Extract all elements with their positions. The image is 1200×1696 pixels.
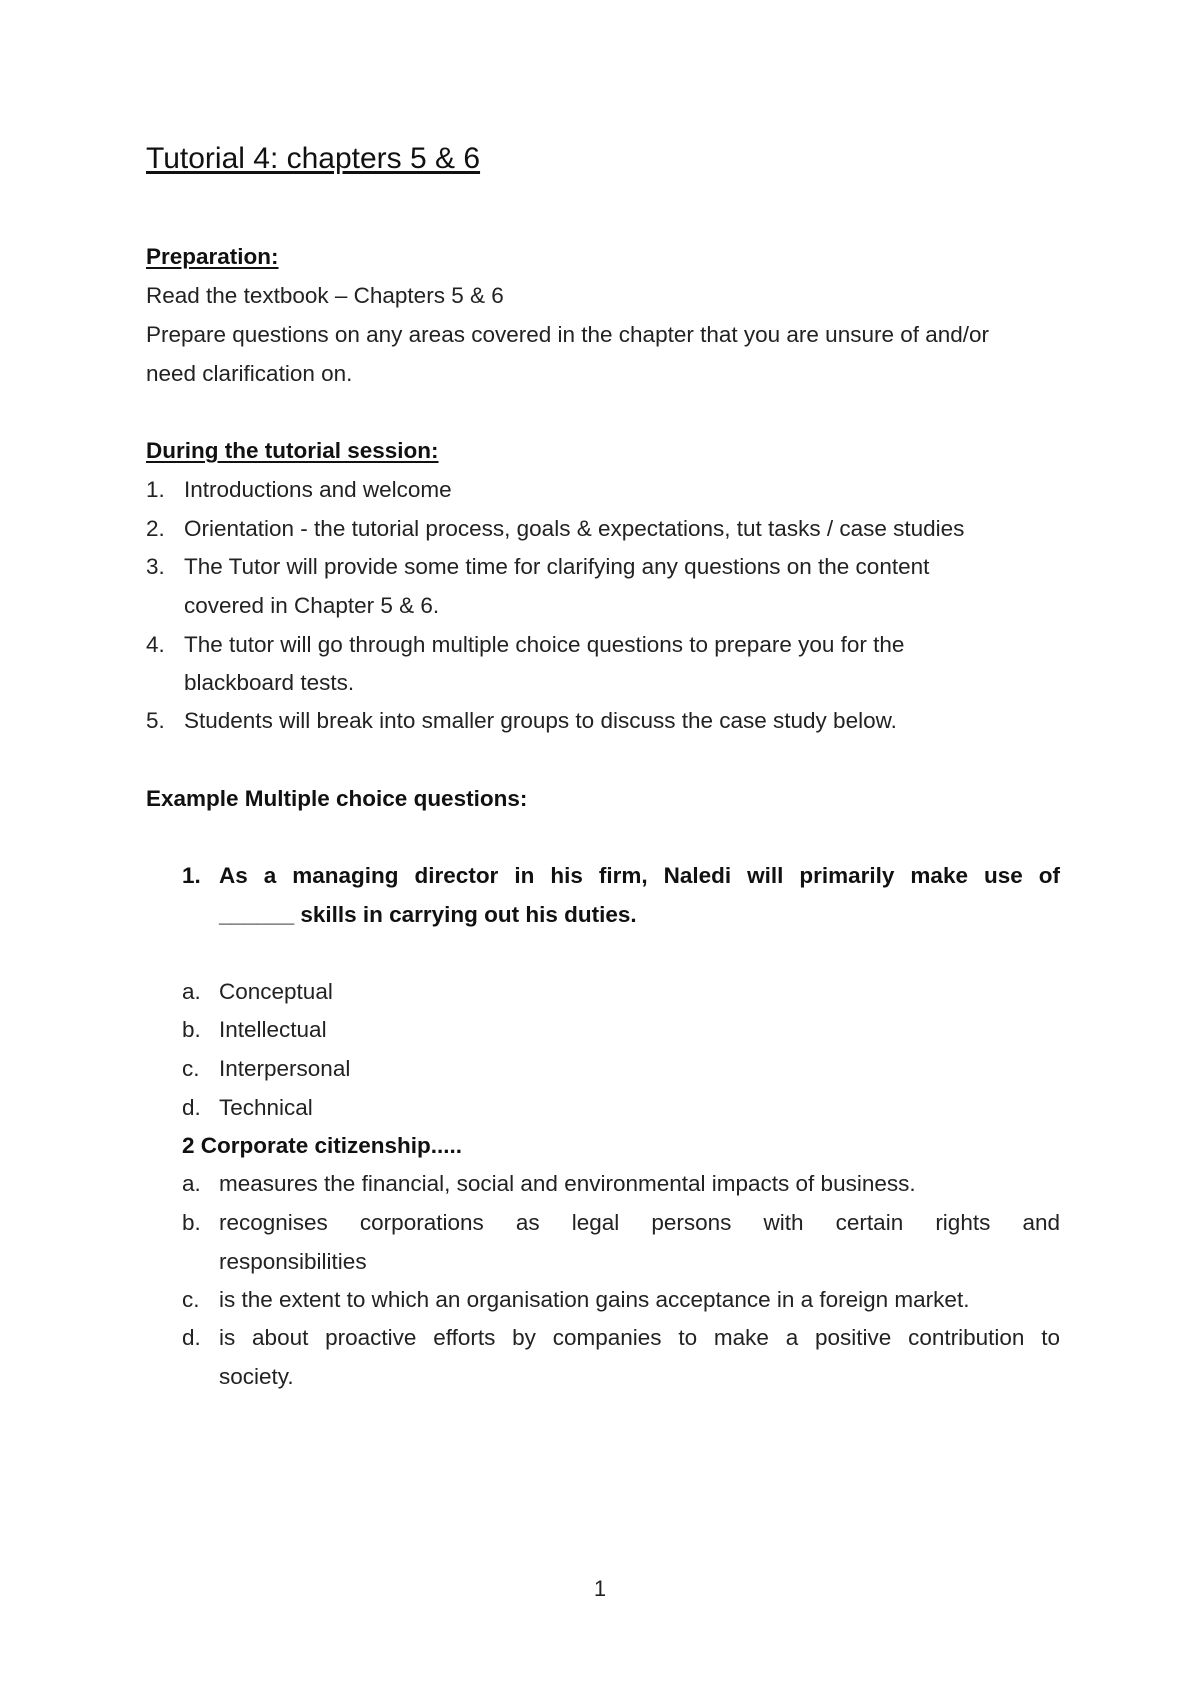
list-number: 3. — [146, 554, 165, 579]
list-number: 5. — [146, 708, 165, 733]
page-title: Tutorial 4: chapters 5 & 6 — [146, 142, 481, 175]
option-letter: c. — [182, 1287, 200, 1312]
option-text: is about proactive efforts by companies to make a positive contribution to — [219, 1325, 1060, 1350]
option-text: Intellectual — [219, 1017, 327, 1042]
option-letter: b. — [182, 1017, 201, 1042]
option-text: Technical — [219, 1095, 313, 1120]
option-letter: c. — [182, 1056, 200, 1081]
mcq-heading: Example Multiple choice questions: — [146, 786, 528, 811]
question-number: 1. — [182, 863, 201, 888]
option-text: responsibilities — [219, 1249, 367, 1274]
question-1 — [146, 855, 1060, 897]
option — [146, 1317, 1060, 1359]
list-number: 4. — [146, 632, 165, 657]
list-text: covered in Chapter 5 & 6. — [184, 593, 440, 618]
question-text: As a managing director in his firm, Naledi will primarily make use of — [219, 863, 1060, 888]
list-text: Orientation - the tutorial process, goals & expectations, tut tasks / case studies — [184, 516, 965, 541]
list-text: blackboard tests. — [184, 670, 355, 695]
option-letter: b. — [182, 1210, 201, 1235]
page-number: 1 — [593, 1576, 607, 1601]
option-text: is the extent to which an organisation gains acceptance in a foreign market. — [219, 1287, 970, 1312]
list-text: The Tutor will provide some time for clarifying any questions on the content — [184, 554, 930, 579]
option — [146, 1202, 1060, 1244]
preparation-line: need clarification on. — [146, 361, 353, 386]
option-text: Conceptual — [219, 979, 333, 1004]
option-text: society. — [219, 1364, 294, 1389]
preparation-line: Prepare questions on any areas covered in the chapter that you are unsure of and/or — [146, 322, 990, 347]
option-letter: a. — [182, 1171, 201, 1196]
option-text: Interpersonal — [219, 1056, 351, 1081]
list-text: The tutor will go through multiple choice questions to prepare you for the — [184, 632, 905, 657]
list-number: 2. — [146, 516, 165, 541]
list-text: Students will break into smaller groups to discuss the case study below. — [184, 708, 897, 733]
preparation-heading: Preparation: — [146, 244, 279, 269]
preparation-line: Read the textbook – Chapters 5 & 6 — [146, 283, 504, 308]
list-text: Introductions and welcome — [184, 477, 452, 502]
list-number: 1. — [146, 477, 165, 502]
option-text: recognises corporations as legal persons with certain rights and — [219, 1210, 1060, 1235]
option-letter: d. — [182, 1325, 201, 1350]
question-text: ______ skills in carrying out his duties. — [219, 902, 637, 927]
option-letter: d. — [182, 1095, 201, 1120]
option-letter: a. — [182, 979, 201, 1004]
session-heading: During the tutorial session: — [146, 438, 439, 463]
question-2-heading: 2 Corporate citizenship..... — [182, 1133, 463, 1158]
option-text: measures the financial, social and environmental impacts of business. — [219, 1171, 916, 1196]
